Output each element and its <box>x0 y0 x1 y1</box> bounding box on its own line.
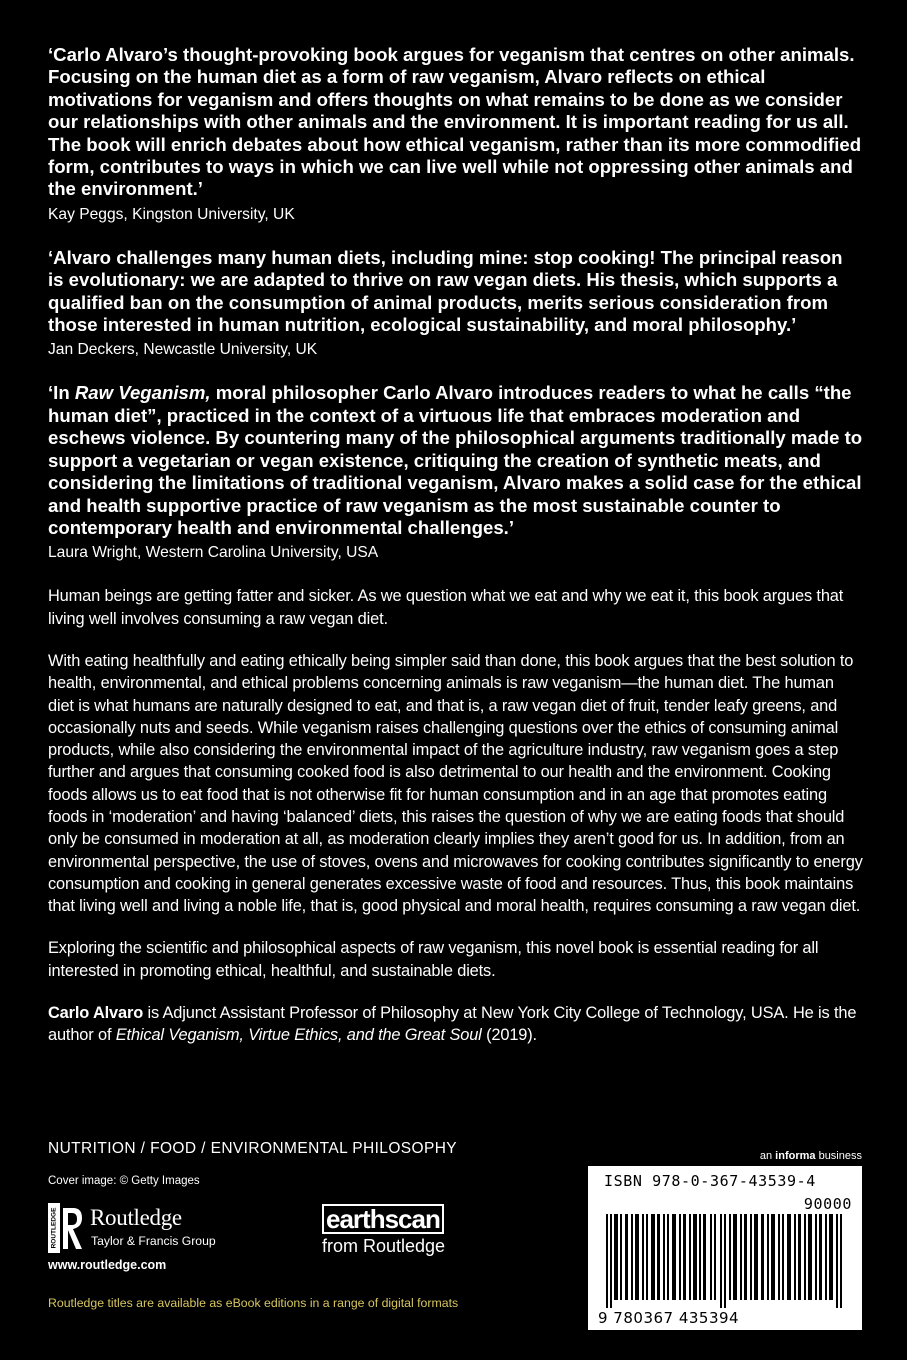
endorsement-3 <box>48 382 863 563</box>
blurb-paragraph-1: Human beings are getting fatter and sicker. As we question what we eat and why we eat it, this book argues that living well involves consuming a raw vegan diet. <box>48 587 844 628</box>
routledge-url: www.routledge.com <box>48 1258 167 1272</box>
author-name: Carlo Alvaro <box>48 1004 144 1023</box>
barcode-bars <box>606 1214 846 1308</box>
cover-image-credit: Cover image: © Getty Images <box>48 1175 200 1187</box>
ebook-note: Routledge titles are available as eBook editions in a range of digital formats <box>48 1296 459 1310</box>
isbn-text: ISBN 978-0-367-43539-4 <box>604 1172 816 1190</box>
endorsement-quote: ‘Carlo Alvaro’s thought-provoking book argues for veganism that centres on other animals. Focusing on the human diet as a form of raw veganism, Alvaro reflects on ethical motivations for veganism and offers thoughts on what remains to be done as we consider our relationships with other animals and the environment. It is important reading for us all. The book will enrich debates about how ethical veganism, rather than its more commodified form, contributes to ways in which we can live well while not oppressing other animals and the environment.’ <box>48 44 862 200</box>
quote-body: moral philosopher Carlo Alvaro introduces readers to what he calls “the human diet”, practiced in the context of a virtuous life that embraces moderation and eschews violence. By countering many of the philosophical arguments traditionally made to support a vegetarian or vegan existence, critiquing the creation of synthetic meats, and considering the limitations of traditional veganism, Alvaro makes a solid case for the ethical and health supportive practice of raw veganism as the most sustainable counter to contemporary health and environmental challenges.’ <box>48 382 863 538</box>
endorsement-quote <box>48 382 863 539</box>
informa-suffix: business <box>815 1150 862 1162</box>
routledge-name: Routledge <box>90 1205 182 1230</box>
author-bio <box>48 1002 863 1047</box>
subject-categories: NUTRITION / FOOD / ENVIRONMENTAL PHILOSOPHY <box>48 1140 458 1157</box>
endorsement-quote: ‘Alvaro challenges many human diets, including mine: stop cooking! The principal reason is evolutionary: we are adapted to thrive on raw vegan diets. His thesis, which supports a qualified ban on the consumption of animal products, merits serious consideration from those interested in human nutrition, ecological sustainability, and moral philosophy.’ <box>48 246 843 336</box>
isbn-barcode <box>588 1166 862 1330</box>
author-bio-text: is Adjunct Assistant Professor of Philosophy at New York City College of Technology, USA. He is the author of <box>48 1004 857 1045</box>
earthscan-wordmark: earthscan <box>322 1204 444 1234</box>
price-code: 90000 <box>803 1195 852 1213</box>
book-title: Raw Veganism, <box>74 382 211 404</box>
earthscan-logo <box>322 1204 492 1259</box>
endorsement-attribution: Jan Deckers, Newcastle University, UK <box>48 341 318 359</box>
back-cover-text <box>48 44 863 1067</box>
informa-prefix: an <box>759 1150 776 1162</box>
author-bio-end: (2019). <box>481 1026 537 1045</box>
routledge-vertical-wordmark: ROUTLEDGE <box>50 1207 58 1249</box>
endorsement-1 <box>48 44 863 225</box>
endorsement-attribution: Kay Peggs, Kingston University, UK <box>48 205 295 223</box>
routledge-logo <box>48 1203 238 1255</box>
author-previous-book: Ethical Veganism, Virtue Ethics, and the Great Soul <box>115 1026 482 1045</box>
endorsement-2 <box>48 247 863 361</box>
earthscan-sub: from Routledge <box>322 1236 446 1256</box>
blurb-paragraph-3: Exploring the scientific and philosophical aspects of raw veganism, this novel book is essential reading for all interested in promoting ethical, healthful, and sustainable diets. <box>48 939 819 980</box>
blurb-paragraph-2: With eating healthfully and eating ethically being simpler said than done, this book argues that the best solution to health, environmental, and ethical problems concerning animals is raw veganism—the human diet. The human diet is what humans are naturally designed to eat, and that is, a raw vegan diet of fruit, tender leafy greens, and occasionally nuts and seeds. While veganism raises challenging questions over the ethics of consuming animal products, while also considering the environmental impact of the agriculture industry, raw veganism goes a step further and argues that consuming cooked food is also detrimental to our health and the environment. Cooking foods allows us to eat food that is not otherwise fit for human consumption and in an age that promotes eating foods in ‘moderation’ and having ‘balanced’ diets, this raises the question of why we are eating foods that should only be consumed in moderation at all, as moderation clearly implies they aren’t good for us. In addition, from an environmental perspective, the use of stoves, ovens and microwaves for cooking contributes significantly to energy consumption and cooking in general generates excessive waste of food and resources. Thus, this book maintains that living well and living a noble life, that is, good physical and moral health, requires consuming a raw vegan diet. <box>48 651 863 916</box>
endorsement-attribution: Laura Wright, Western Carolina University, USA <box>48 544 379 562</box>
barcode-digits: 9 780367 435394 <box>598 1309 740 1327</box>
quote-prefix: ‘In <box>48 382 75 404</box>
informa-tagline <box>760 1150 862 1162</box>
routledge-mark-icon <box>48 1203 84 1253</box>
informa-brand: informa <box>775 1150 816 1162</box>
routledge-group: Taylor & Francis Group <box>91 1234 216 1248</box>
